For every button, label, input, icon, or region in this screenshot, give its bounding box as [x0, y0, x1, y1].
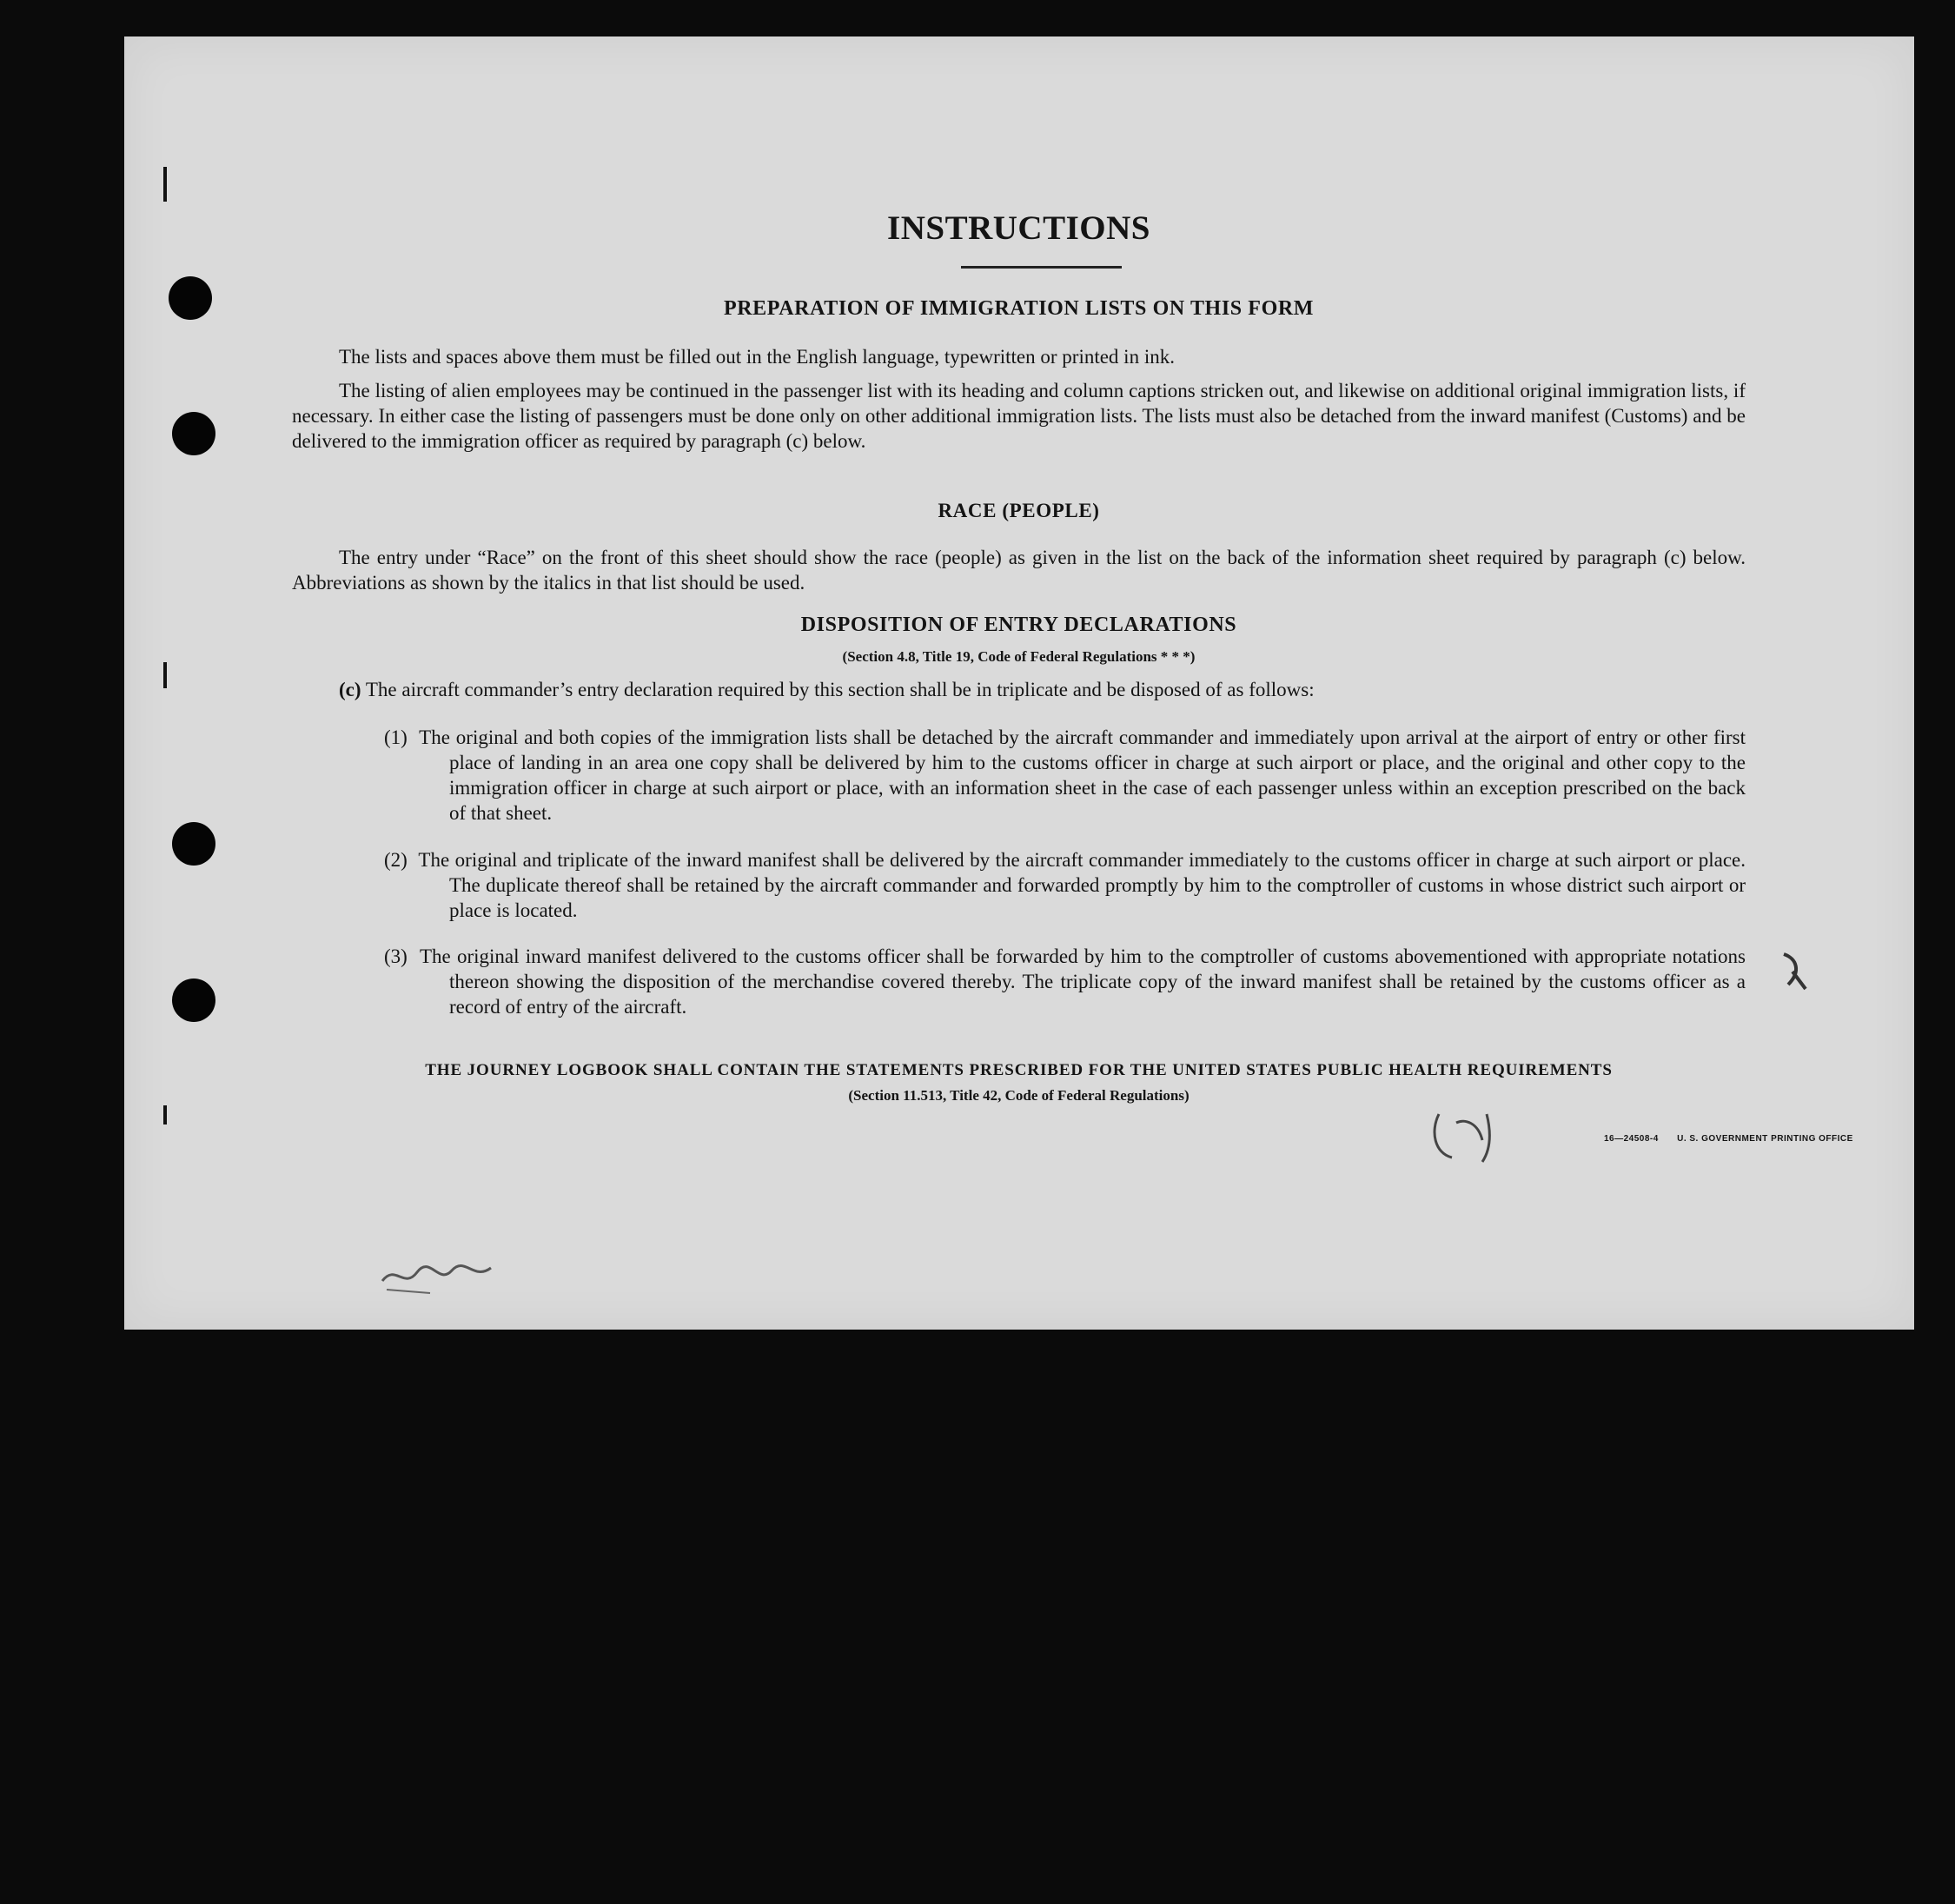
form-number: 16—24508-4	[1604, 1134, 1659, 1144]
list-item	[384, 847, 1746, 923]
list-item	[384, 944, 1746, 1019]
printer-mark	[1604, 1134, 1869, 1144]
page-title: INSTRUCTIONS	[887, 209, 1150, 247]
item-text: The original inward manifest delivered to the customs officer shall be forwarded by him to the comptroller of customs abovementioned with appropriate notations thereon showing the disposition of the merchandise covered thereby. The triplicate copy of the inward manifest shall be retained by the customs officer as a record of entry of the aircraft.	[419, 945, 1746, 1018]
paragraph-language: The lists and spaces above them must be filled out in the English language, typewritten or printed in ink.	[339, 346, 1175, 368]
printer-name: U. S. GOVERNMENT PRINTING OFFICE	[1677, 1134, 1853, 1144]
section-heading-disposition: DISPOSITION OF ENTRY DECLARATIONS	[800, 614, 1237, 636]
punch-hole-2	[172, 412, 215, 455]
ink-smudge	[1775, 945, 1810, 998]
item-text: The original and triplicate of the inward manifest shall be delivered by the aircraft commander immediately to the customs officer in charge at such airport or place. The duplicate thereof shall be retained by the aircraft commander and forwarded promptly by him to the comptroller of customs in whose district such airport or place is located.	[418, 849, 1746, 921]
paragraph-alien-employees: The listing of alien employees may be continued in the passenger list with its heading and column captions stricken out, and likewise on additional original immigration lists, if necessary. In either case the listing of passengers must be done only on other additional immigration lists. The lists must also be detached from the inward manifest (Customs) and be delivered to the immigration officer as required by paragraph (c) below.	[292, 380, 1746, 452]
footer-statement: THE JOURNEY LOGBOOK SHALL CONTAIN THE STATEMENTS PRESCRIBED FOR THE UNITED STATES PUBLIC HEALTH REQUIREMENTS	[425, 1061, 1613, 1079]
section-citation: (Section 4.8, Title 19, Code of Federal Regulations * * *)	[842, 648, 1196, 665]
punch-hole-1	[169, 276, 212, 320]
section-heading-preparation: PREPARATION OF IMMIGRATION LISTS ON THIS FORM	[723, 297, 1315, 320]
item-label: (1)	[384, 726, 408, 748]
clause-label: (c)	[339, 679, 361, 700]
margin-tick	[163, 167, 167, 202]
punch-hole-4	[172, 979, 215, 1022]
handwritten-scribble	[378, 1255, 500, 1298]
punch-hole-3	[172, 822, 215, 866]
item-label: (3)	[384, 945, 408, 967]
margin-tick	[163, 662, 167, 688]
item-label: (2)	[384, 849, 408, 871]
list-item	[384, 725, 1746, 826]
clause-c	[339, 677, 1746, 702]
clause-text: The aircraft commander’s entry declaration required by this section shall be in triplicate and be disposed of as follows:	[365, 679, 1315, 700]
paragraph-race: The entry under “Race” on the front of this sheet should show the race (people) as given in the list on the back of the information sheet required by paragraph (c) below. Abbreviations as shown by the italics in that list should be used.	[292, 547, 1746, 594]
section-heading-race: RACE (PEOPLE)	[938, 500, 1100, 521]
margin-tick	[163, 1105, 167, 1124]
footer-citation: (Section 11.513, Title 42, Code of Federal Regulations)	[848, 1087, 1190, 1104]
document-page	[124, 36, 1914, 1330]
item-text: The original and both copies of the immigration lists shall be detached by the aircraft commander and immediately upon arrival at the airport of entry or other first place of landing in an area one copy shall be delivered by him to the customs officer in charge at such airport or place, and the original and other copy to the immigration officer in charge at such airport or place, with an information sheet in the case of each passenger unless within an exception prescribed on the back of that sheet.	[419, 726, 1746, 824]
handwritten-scribble	[1430, 1105, 1500, 1166]
title-rule	[961, 266, 1122, 269]
